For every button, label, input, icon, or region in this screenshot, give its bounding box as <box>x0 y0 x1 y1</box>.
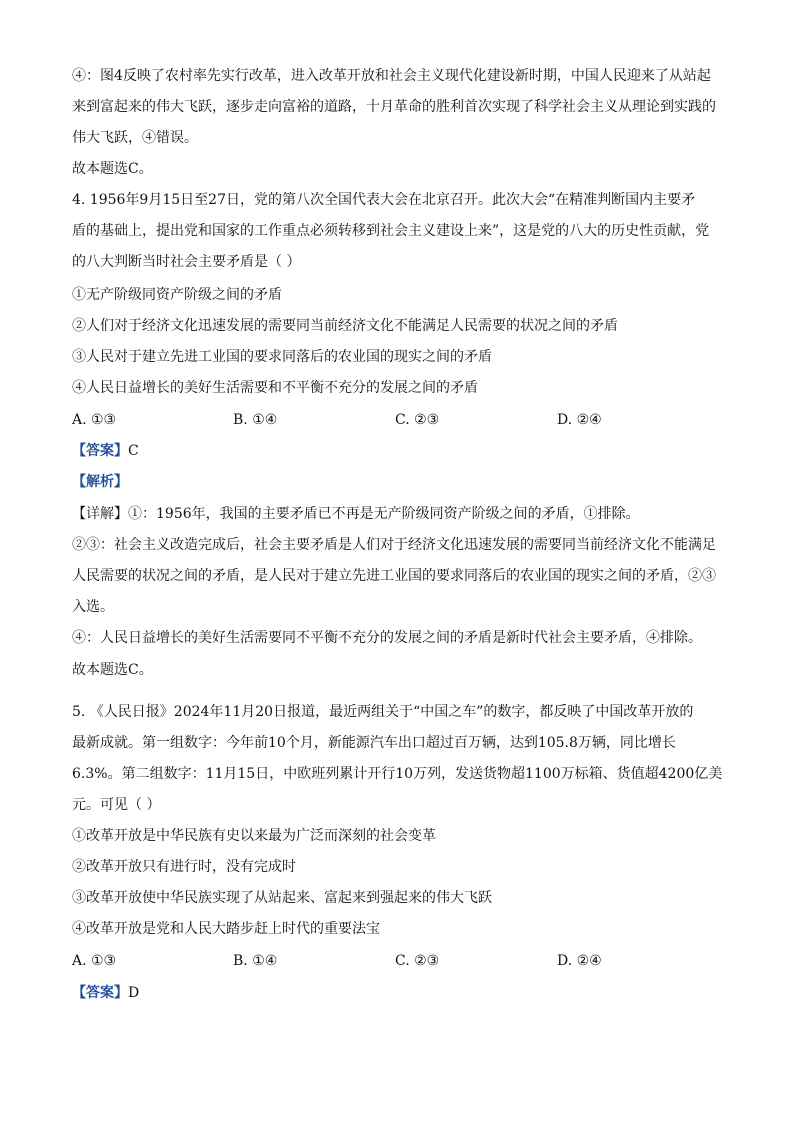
q4-statement: ②人们对于经济文化迅速发展的需要同当前经济文化不能满足人民需要的状况之间的矛盾 <box>72 318 618 334</box>
bracket-open-icon: 【 <box>72 443 86 459</box>
q4-conclusion: 故本题选C。 <box>72 662 153 678</box>
bracket-close-icon: 】 <box>114 506 128 522</box>
q5-stem-line: 元。可见（ ） <box>72 797 161 813</box>
detail-label: 详解 <box>86 506 114 522</box>
q4-option-a: A. ①③ <box>72 412 117 428</box>
q5-stem-line: 最新成就。第一组数字：今年前10个月，新能源汽车出口超过百万辆，达到105.8万辆，同比增长 <box>72 735 676 751</box>
q4-statement: ①无产阶级同资产阶级之间的矛盾 <box>72 287 282 303</box>
q5-statement: ③改革开放使中华民族实现了从站起来、富起来到强起来的伟大飞跃 <box>72 890 492 906</box>
q4-options <box>72 410 732 430</box>
q5-statement: ④改革开放是党和人民大踏步赶上时代的重要法宝 <box>72 921 380 937</box>
q5-answer <box>72 983 139 1003</box>
answer-value: D <box>128 985 140 1001</box>
q4-stem-line: 盾的基础上，提出党和国家的工作重点必须转移到社会主义建设上来”，这是党的八大的历史性贡献，党 <box>72 223 710 239</box>
q5-stem-line: 5. 《人民日报》2024年11月20日报道，最近两组关于“中国之车”的数字，都反映了中国改革开放的 <box>72 704 694 720</box>
q3-analysis-line: ④：图4反映了农村率先实行改革，进入改革开放和社会主义现代化建设新时期，中国人民迎来了从站起 <box>72 68 711 84</box>
bracket-open-icon: 【 <box>72 506 86 522</box>
q5-option-d: D. ②④ <box>557 953 602 969</box>
q4-stem-line: 4. 1956年9月15日至27日，党的第八次全国代表大会在北京召开。此次大会“在精准判断国内主要矛 <box>72 192 696 208</box>
q5-statement: ①改革开放是中华民族有史以来最为广泛而深刻的社会变革 <box>72 828 436 844</box>
bracket-open-icon: 【 <box>72 985 86 1001</box>
q3-analysis-line: 来到富起来的伟大飞跃，逐步走向富裕的道路，十月革命的胜利首次实现了科学社会主义从理论到实践的 <box>72 99 716 115</box>
q5-option-c: C. ②③ <box>395 953 440 969</box>
q4-detail-line <box>72 504 640 524</box>
q4-analysis-heading <box>72 472 128 492</box>
bracket-close-icon: 】 <box>114 443 128 459</box>
q4-option-d: D. ②④ <box>557 412 602 428</box>
answer-value: C <box>128 443 139 459</box>
q4-option-b: B. ①④ <box>233 412 278 428</box>
bracket-open-icon: 【 <box>72 474 86 490</box>
bracket-close-icon: 】 <box>114 985 128 1001</box>
q5-options <box>72 951 732 971</box>
q3-conclusion: 故本题选C。 <box>72 161 153 177</box>
q5-statement: ②改革开放只有进行时，没有完成时 <box>72 859 296 875</box>
q4-statement: ③人民对于建立先进工业国的要求同落后的农业国的现实之间的矛盾 <box>72 349 492 365</box>
q3-analysis-line: 伟大飞跃，④错误。 <box>72 130 198 146</box>
q4-answer <box>72 441 139 461</box>
q4-detail-line: ②③：社会主义改造完成后，社会主要矛盾是人们对于经济文化迅速发展的需要同当前经济文化不能满足 <box>72 537 716 553</box>
q5-stem-line: 6.3%。第二组数字：11月15日，中欧班列累计开行10万列，发送货物超1100万标箱、货值超4200亿美 <box>72 766 723 782</box>
q4-detail-line: 入选。 <box>72 599 114 615</box>
q4-option-c: C. ②③ <box>395 412 440 428</box>
q5-option-a: A. ①③ <box>72 953 117 969</box>
q5-option-b: B. ①④ <box>233 953 278 969</box>
analysis-label: 解析 <box>86 474 114 490</box>
answer-label: 答案 <box>86 985 114 1001</box>
detail-text: ①：1956年，我国的主要矛盾已不再是无产阶级同资产阶级之间的矛盾，①排除。 <box>128 506 640 522</box>
q4-detail-line: 人民需要的状况之间的矛盾，是人民对于建立先进工业国的要求同落后的农业国的现实之间的矛盾，②③ <box>72 568 716 584</box>
bracket-close-icon: 】 <box>114 474 128 490</box>
q4-stem-line: 的八大判断当时社会主要矛盾是（ ） <box>72 254 301 270</box>
answer-label: 答案 <box>86 443 114 459</box>
q4-statement: ④人民日益增长的美好生活需要和不平衡不充分的发展之间的矛盾 <box>72 380 478 396</box>
q4-detail-line: ④：人民日益增长的美好生活需要同不平衡不充分的发展之间的矛盾是新时代社会主要矛盾，④排除。 <box>72 630 702 646</box>
